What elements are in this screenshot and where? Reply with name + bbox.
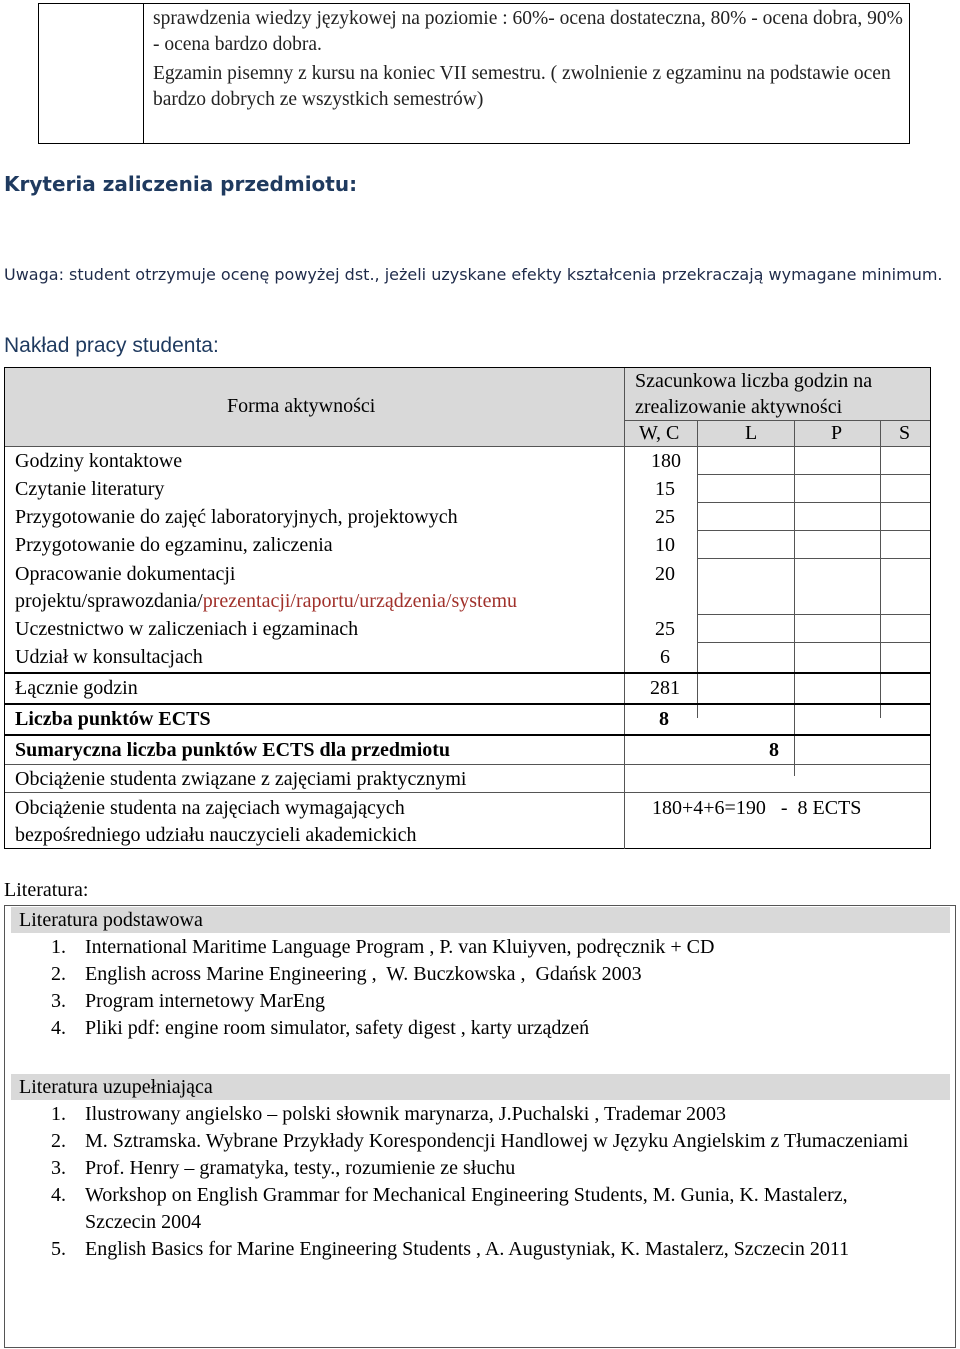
list-item: 3. Program internetowy MarEng [51,990,325,1012]
row-line-thick [5,703,930,705]
row-contact-hours-value: 180 [651,450,681,472]
exam-info: Egzamin pisemny z kursu na koniec VII semestru. ( zwolnienie z egzaminu na podstawie ocen bardzo dobrych ze wszystkich semestrów) [153,63,891,110]
row-lab-prep-value: 25 [655,506,675,528]
basic-literature-heading: Literatura podstawowa [11,907,950,933]
list-item: 4. Pliki pdf: engine room simulator, safety digest , karty urządzeń [51,1017,590,1039]
row-exams-value: 25 [655,618,675,640]
row-line [5,764,930,765]
row-consultations-value: 6 [660,646,670,668]
row-documentation-label-part2: prezentacji/raportu/urządzenia/systemu [202,590,518,612]
col-divider-main [624,368,625,849]
workload-table [4,367,931,849]
list-item: 2. English across Marine Engineering , W. Buczkowska , Gdańsk 2003 [51,963,642,985]
row-exam-prep-value: 10 [655,534,675,556]
literature-heading: Literatura: [4,879,89,901]
direct-load-label-line2: bezpośredniego udziału nauczycieli akademickich [15,824,417,846]
row-line [5,446,930,447]
row-line [697,642,930,643]
row-contact-hours-label: Godziny kontaktowe [15,450,183,472]
row-reading-value: 15 [655,478,675,500]
col-activity-header: Forma aktywności [227,395,376,417]
row-line-thick [5,734,930,736]
basic-literature-list [5,934,950,1042]
row-line [697,558,930,559]
col-hours-header-line2: zrealizowanie aktywności [635,396,843,418]
row-line [5,792,930,793]
row-documentation-value: 20 [655,563,675,585]
list-item: 1. Ilustrowany angielsko – polski słownik marynarza, J.Puchalski , Trademar 2003 [51,1103,727,1125]
ects-value: 8 [659,708,669,730]
top-box-divider [143,3,144,144]
row-line [697,474,930,475]
extra-literature-heading: Literatura uzupełniająca [11,1074,950,1100]
total-hours-value: 281 [650,677,680,699]
list-item: 1. International Maritime Language Program , P. van Kluiyven, podręcznik + CD [51,936,715,958]
subcol-p: P [831,422,843,444]
direct-load-label-line1: Obciążenie studenta na zajęciach wymagających [15,797,405,819]
row-documentation-label-part1: projektu/sprawozdania/ [15,590,203,612]
assessment-thresholds: sprawdzenia wiedzy językowej na poziomie : 60%- ocena dostateczna, 80% - ocena dobra, 90% - ocena bardzo dobra. [153,8,903,55]
col-hours-header-line1: Szacunkowa liczba godzin na [635,370,873,392]
practical-load-label: Obciążenie studenta związane z zajęciami praktycznymi [15,768,467,790]
subcol-l: L [745,422,758,444]
extra-literature-list [5,1101,950,1263]
row-line [697,502,930,503]
row-exam-prep-label: Przygotowanie do egzaminu, zaliczenia [15,534,333,556]
sum-ects-label: Sumaryczna liczba punktów ECTS dla przedmiotu [15,739,451,761]
direct-load-value: 180+4+6=190 - 8 ECTS [652,797,862,819]
top-box-text [153,6,903,112]
total-hours-label: Łącznie godzin [15,677,138,699]
row-line-thick [5,672,930,674]
row-reading-label: Czytanie literatury [15,478,165,500]
subcol-s: S [899,422,911,444]
list-item: 4. Workshop on English Grammar for Mechanical Engineering Students, M. Gunia, K. Mastalerz, Szczecin 2004 [51,1184,848,1233]
list-item: 3. Prof. Henry – gramatyka, testy., rozumienie ze słuchu [51,1157,516,1179]
criteria-note: Uwaga: student otrzymuje ocenę powyżej dst., jeżeli uzyskane efekty kształcenia przekraczają wymagane minimum. [4,265,943,284]
row-documentation-label-line2 [15,589,517,613]
workload-heading: Nakład pracy studenta: [4,334,219,357]
row-lab-prep-label: Przygotowanie do zajęć laboratoryjnych, projektowych [15,506,458,528]
ects-label: Liczba punktów ECTS [15,708,211,730]
literature-box [4,905,956,1348]
sum-ects-value: 8 [769,739,779,761]
row-line [697,614,930,615]
list-item: 2. M. Sztramska. Wybrane Przykłady Korespondencji Handlowej w Języku Angielskim z Tłumaczeniami [51,1130,909,1152]
row-documentation-label-line1: Opracowanie dokumentacji [15,563,236,585]
subcol-wc: W, C [639,422,680,444]
list-item: 5. English Basics for Marine Engineering Students , A. Augustyniak, K. Mastalerz, Szczecin 2011 [51,1238,850,1260]
row-consultations-label: Udział w konsultacjach [15,646,203,668]
row-exams-label: Uczestnictwo w zaliczeniach i egzaminach [15,618,359,640]
criteria-heading: Kryteria zaliczenia przedmiotu: [4,172,358,196]
row-line [697,530,930,531]
